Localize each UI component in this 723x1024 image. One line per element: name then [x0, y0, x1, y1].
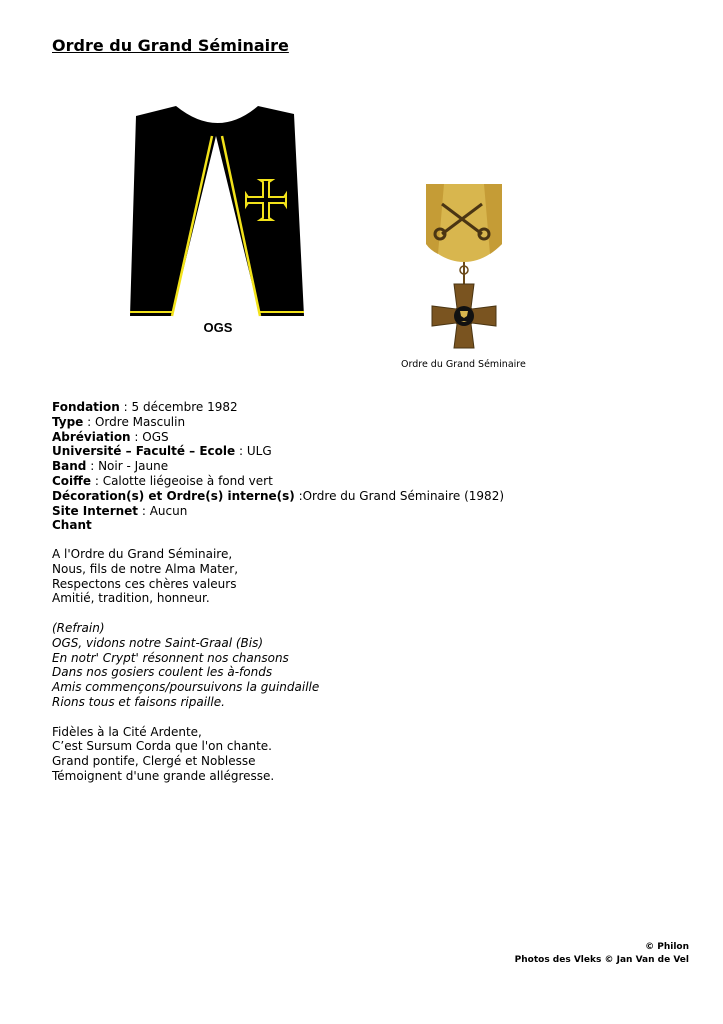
stanza-1 — [52, 547, 319, 606]
info-value: Noir - Jaune — [98, 459, 169, 474]
info-value: ULG — [246, 444, 272, 459]
medal-illustration — [424, 184, 504, 356]
info-value: Calotte liégeoise à fond vert — [102, 473, 273, 488]
info-label: Chant — [52, 518, 92, 533]
info-sep: : — [91, 473, 103, 488]
info-sep: : — [130, 429, 143, 444]
info-value: OGS — [142, 429, 169, 444]
page-title: Ordre du Grand Séminaire — [52, 36, 289, 55]
info-label: Site Internet — [52, 503, 139, 518]
info-row-abreviation — [52, 430, 504, 445]
info-block — [52, 400, 504, 533]
cape-illustration — [128, 102, 304, 340]
info-sep: : — [235, 444, 247, 459]
info-value: Ordre Masculin — [94, 414, 186, 429]
song-lyrics — [52, 547, 319, 799]
lyric-line: Fidèles à la Cité Ardente, — [52, 724, 202, 739]
lyric-line: Respectons ces chères valeurs — [52, 576, 237, 591]
refrain — [52, 621, 319, 710]
info-row-type — [52, 415, 504, 430]
info-sep: : — [119, 400, 132, 414]
lyric-line: Amis commençons/poursuivons la guindaille — [52, 680, 320, 695]
info-value: 5 décembre 1982 — [131, 400, 238, 414]
cape-svg — [128, 102, 304, 340]
info-row-chant — [52, 518, 504, 533]
credits — [515, 941, 689, 967]
medal-cross-icon — [432, 284, 496, 348]
lyric-line: OGS, vidons notre Saint-Graal (Bis) — [52, 635, 264, 650]
info-row-fondation — [52, 400, 504, 415]
credit-author: © Philon — [645, 942, 689, 952]
lyric-line: A l'Ordre du Grand Séminaire, — [52, 547, 233, 561]
info-label: Coiffe — [52, 473, 92, 488]
info-label: Abréviation — [52, 429, 131, 444]
info-row-site — [52, 504, 504, 519]
info-value: Aucun — [149, 503, 188, 518]
info-value: Ordre du Grand Séminaire (1982) — [302, 488, 505, 503]
medal-caption: Ordre du Grand Séminaire — [401, 359, 526, 370]
lyric-line: Rions tous et faisons ripaille. — [52, 694, 225, 709]
info-label: Université – Faculté – Ecole — [52, 444, 236, 459]
lyric-line: C’est Sursum Corda que l'on chante. — [52, 739, 272, 754]
info-label: Type — [52, 414, 84, 429]
info-row-universite — [52, 444, 504, 459]
cape-body — [130, 106, 304, 316]
medal-svg — [424, 184, 504, 356]
lyric-line: (Refrain) — [52, 620, 105, 635]
info-row-band — [52, 459, 504, 474]
lyric-line: Grand pontife, Clergé et Noblesse — [52, 754, 256, 769]
info-sep: : — [86, 459, 99, 474]
credit-photos: Photos des Vleks © Jan Van de Vel — [514, 955, 689, 965]
info-label: Fondation — [52, 400, 120, 414]
lyric-line: Dans nos gosiers coulent les à-fonds — [52, 665, 273, 680]
info-label: Band — [52, 459, 87, 474]
info-row-coiffe — [52, 474, 504, 489]
stanza-2 — [52, 725, 319, 784]
lyric-line: En notr' Crypt' résonnent nos chansons — [52, 650, 289, 665]
info-row-decorations — [52, 489, 504, 504]
info-sep: : — [294, 488, 303, 503]
info-sep: : — [83, 414, 95, 429]
lyric-line: Nous, fils de notre Alma Mater, — [52, 561, 239, 576]
lyric-line: Amitié, tradition, honneur. — [52, 591, 210, 606]
info-sep: : — [138, 503, 150, 518]
lyric-line: Témoignent d'une grande allégresse. — [52, 768, 275, 783]
cape-label: OGS — [203, 320, 233, 335]
info-label: Décoration(s) et Ordre(s) interne(s) — [52, 488, 295, 503]
